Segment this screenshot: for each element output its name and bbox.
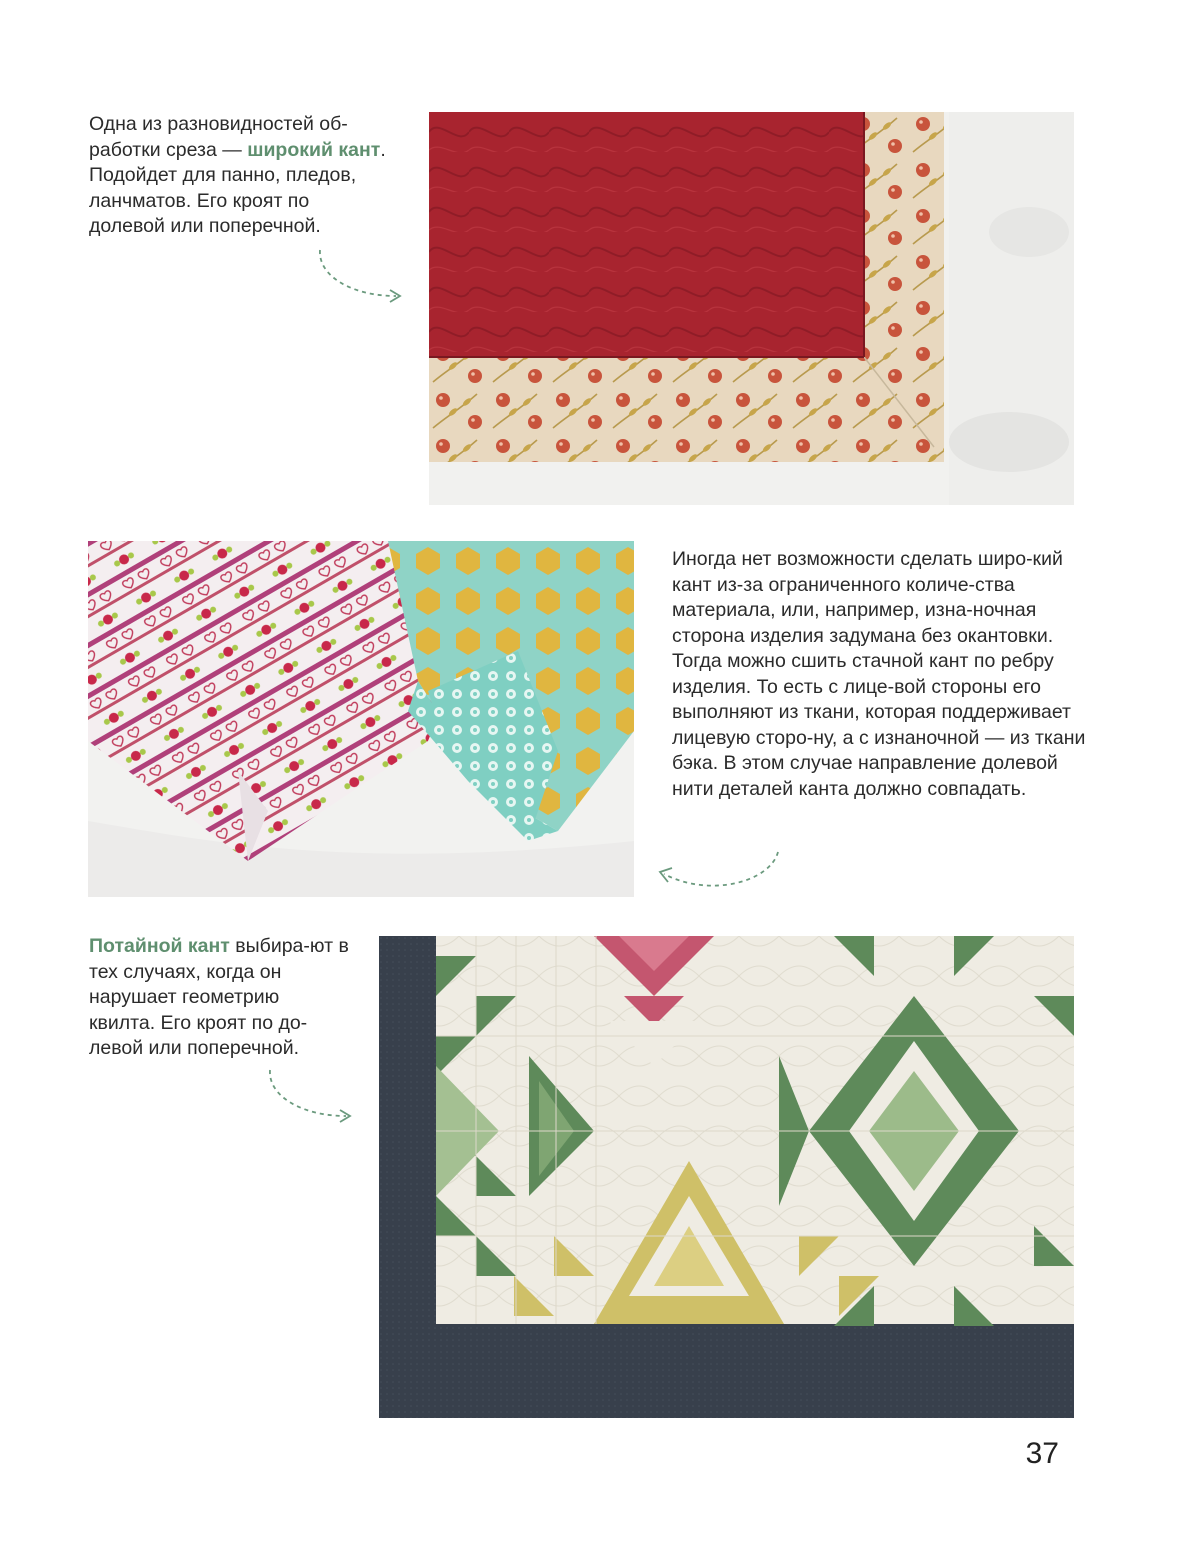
photo-seamed-binding-corners <box>88 541 634 897</box>
photo-hidden-binding-quilt <box>379 936 1074 1418</box>
paragraph-seamed-binding: Иногда нет возможности сделать широ-кий кант из-за ограниченного количе-ства материала, или, например, изна-ночная сторона изделия задумана без окантовки. Тогда можно сшить стачной кант по ребру изделия. То есть с лице-вой стороны его выполняют из ткани, которая поддерживает лицевую сторо-ну, а с изнаночной — из ткани бэка. В этом случае направление долевой нити деталей канта должно совпадать. <box>672 548 1086 800</box>
page-number: 37 <box>1025 1437 1059 1470</box>
arrow-curved-right-icon <box>262 1066 357 1126</box>
text-lead: Одна из разновидностей об-работки среза — <box>89 113 348 161</box>
term-wide-binding: широкий кант <box>247 138 381 161</box>
paragraph-hidden-binding <box>89 934 349 1062</box>
paragraph-wide-binding <box>89 112 389 240</box>
arrow-curved-right-icon <box>312 246 407 306</box>
arrow-curved-left-icon <box>650 848 785 898</box>
term-hidden-binding: Потайной кант <box>89 935 230 957</box>
photo-wide-binding-quilt <box>429 112 1074 505</box>
text-tail: выбира-ют в тех случаях, когда он нарушает геометрию квилта. Его кроят по до-левой или поперечной. <box>89 935 349 1059</box>
text-tail: . Подойдет для панно, пледов, ланчматов. Его кроят по долевой или поперечной. <box>89 138 386 237</box>
